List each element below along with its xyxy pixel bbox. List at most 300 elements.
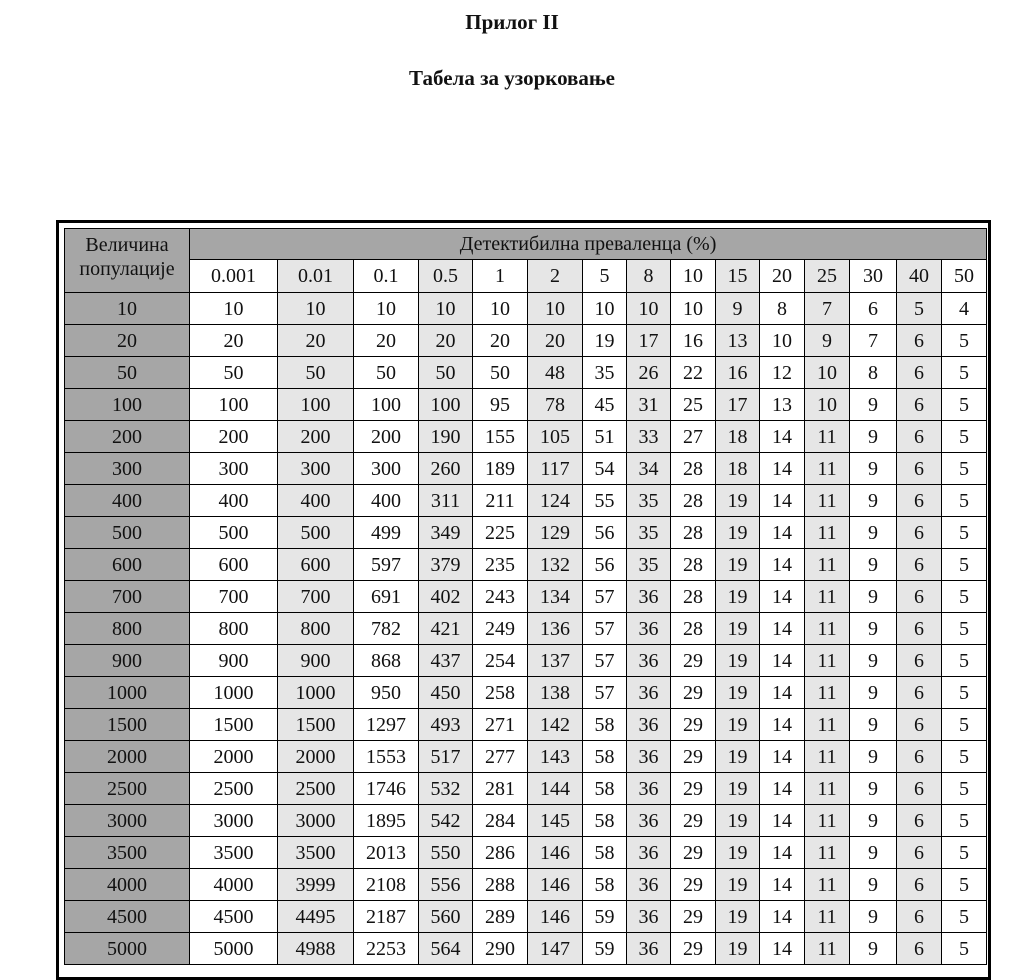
table-cell: 450 (419, 677, 473, 709)
table-cell: 1000 (278, 677, 354, 709)
table-cell: 35 (627, 485, 671, 517)
table-cell: 100 (278, 389, 354, 421)
table-cell: 402 (419, 581, 473, 613)
table-cell: 532 (419, 773, 473, 805)
table-cell: 35 (627, 549, 671, 581)
table-cell: 2000 (278, 741, 354, 773)
table-cell: 564 (419, 933, 473, 965)
table-cell: 58 (583, 709, 627, 741)
table-cell: 146 (528, 901, 583, 933)
table-cell: 300 (354, 453, 419, 485)
table-cell: 18 (716, 453, 760, 485)
table-cell: 14 (760, 677, 805, 709)
table-cell: 271 (473, 709, 528, 741)
table-cell: 9 (850, 389, 897, 421)
table-cell: 260 (419, 453, 473, 485)
table-cell: 19 (716, 581, 760, 613)
table-cell: 8 (760, 293, 805, 325)
column-header: 1 (473, 260, 528, 293)
table-cell: 900 (278, 645, 354, 677)
table-cell: 142 (528, 709, 583, 741)
table-row (65, 485, 987, 517)
table-cell: 5 (942, 773, 987, 805)
table-cell: 5 (942, 933, 987, 965)
table-row (65, 773, 987, 805)
table-cell: 421 (419, 613, 473, 645)
table-cell: 20 (473, 325, 528, 357)
table-cell: 11 (805, 613, 850, 645)
table-cell: 7 (850, 325, 897, 357)
row-label: 50 (65, 357, 190, 389)
table-cell: 9 (850, 677, 897, 709)
table-cell: 1500 (278, 709, 354, 741)
table-cell: 59 (583, 933, 627, 965)
table-cell: 50 (354, 357, 419, 389)
table-cell: 5 (897, 293, 942, 325)
table-cell: 6 (897, 709, 942, 741)
table-row (65, 869, 987, 901)
table-row (65, 645, 987, 677)
table-cell: 5 (942, 453, 987, 485)
table-cell: 9 (850, 709, 897, 741)
table-cell: 36 (627, 901, 671, 933)
table-row (65, 421, 987, 453)
table-cell: 51 (583, 421, 627, 453)
table-cell: 3999 (278, 869, 354, 901)
table-cell: 3000 (190, 805, 278, 837)
table-cell: 19 (716, 709, 760, 741)
table-cell: 78 (528, 389, 583, 421)
table-cell: 29 (671, 901, 716, 933)
table-cell: 146 (528, 837, 583, 869)
table-cell: 36 (627, 933, 671, 965)
table-cell: 10 (419, 293, 473, 325)
table-cell: 58 (583, 805, 627, 837)
table-cell: 600 (278, 549, 354, 581)
table-cell: 145 (528, 805, 583, 837)
table-cell: 11 (805, 421, 850, 453)
column-header: 30 (850, 260, 897, 293)
column-header: 0.5 (419, 260, 473, 293)
row-header: Величина популације (65, 229, 190, 293)
table-cell: 147 (528, 933, 583, 965)
table-cell: 14 (760, 901, 805, 933)
table-cell: 4495 (278, 901, 354, 933)
table-cell: 29 (671, 805, 716, 837)
table-cell: 144 (528, 773, 583, 805)
table-cell: 9 (850, 613, 897, 645)
table-cell: 50 (278, 357, 354, 389)
table-cell: 2187 (354, 901, 419, 933)
table-cell: 6 (897, 645, 942, 677)
table-cell: 9 (850, 581, 897, 613)
table-cell: 29 (671, 645, 716, 677)
table-cell: 493 (419, 709, 473, 741)
table-cell: 782 (354, 613, 419, 645)
table-cell: 288 (473, 869, 528, 901)
table-cell: 11 (805, 485, 850, 517)
table-cell: 50 (473, 357, 528, 389)
table-cell: 9 (850, 901, 897, 933)
table-cell: 6 (897, 485, 942, 517)
table-cell: 235 (473, 549, 528, 581)
table-cell: 300 (278, 453, 354, 485)
table-cell: 137 (528, 645, 583, 677)
table-cell: 155 (473, 421, 528, 453)
table-cell: 868 (354, 645, 419, 677)
table-cell: 20 (354, 325, 419, 357)
table-cell: 16 (716, 357, 760, 389)
table-cell: 5000 (190, 933, 278, 965)
table-row (65, 549, 987, 581)
table-cell: 10 (354, 293, 419, 325)
table-cell: 29 (671, 837, 716, 869)
table-cell: 36 (627, 773, 671, 805)
table-cell: 19 (716, 485, 760, 517)
table-cell: 146 (528, 869, 583, 901)
table-cell: 25 (671, 389, 716, 421)
table-cell: 10 (805, 389, 850, 421)
table-cell: 5 (942, 645, 987, 677)
table-cell: 5 (942, 325, 987, 357)
table-cell: 59 (583, 901, 627, 933)
table-row (65, 709, 987, 741)
table-cell: 6 (897, 837, 942, 869)
table-cell: 254 (473, 645, 528, 677)
table-cell: 6 (897, 741, 942, 773)
table-cell: 4000 (190, 869, 278, 901)
table-cell: 45 (583, 389, 627, 421)
table-cell: 14 (760, 773, 805, 805)
table-cell: 2000 (190, 741, 278, 773)
table-cell: 9 (805, 325, 850, 357)
table-cell: 200 (278, 421, 354, 453)
table-cell: 5 (942, 805, 987, 837)
table-cell: 300 (190, 453, 278, 485)
table-row (65, 613, 987, 645)
table-cell: 28 (671, 549, 716, 581)
table-cell: 9 (850, 517, 897, 549)
table-cell: 6 (897, 549, 942, 581)
table-cell: 50 (419, 357, 473, 389)
table-cell: 249 (473, 613, 528, 645)
table-cell: 48 (528, 357, 583, 389)
table-row (65, 517, 987, 549)
table-cell: 10 (583, 293, 627, 325)
table-cell: 243 (473, 581, 528, 613)
row-label: 4500 (65, 901, 190, 933)
table-cell: 800 (278, 613, 354, 645)
table-cell: 691 (354, 581, 419, 613)
table-cell: 35 (627, 517, 671, 549)
table-cell: 29 (671, 869, 716, 901)
table-cell: 14 (760, 581, 805, 613)
table-cell: 11 (805, 645, 850, 677)
table-cell: 4988 (278, 933, 354, 965)
table-cell: 5 (942, 517, 987, 549)
table-cell: 189 (473, 453, 528, 485)
column-header: 40 (897, 260, 942, 293)
table-cell: 36 (627, 645, 671, 677)
table-cell: 700 (190, 581, 278, 613)
table-cell: 2500 (278, 773, 354, 805)
table-cell: 6 (897, 581, 942, 613)
table-cell: 19 (716, 549, 760, 581)
table-cell: 11 (805, 581, 850, 613)
table-cell: 10 (473, 293, 528, 325)
table-cell: 18 (716, 421, 760, 453)
table-cell: 9 (850, 773, 897, 805)
table-cell: 19 (583, 325, 627, 357)
table-cell: 58 (583, 837, 627, 869)
sampling-table (64, 228, 987, 965)
table-cell: 5 (942, 549, 987, 581)
table-cell: 4500 (190, 901, 278, 933)
row-label: 2000 (65, 741, 190, 773)
table-cell: 6 (897, 869, 942, 901)
table-cell: 10 (278, 293, 354, 325)
table-cell: 5 (942, 613, 987, 645)
table-cell: 20 (278, 325, 354, 357)
table-cell: 6 (897, 325, 942, 357)
table-cell: 19 (716, 805, 760, 837)
table-cell: 11 (805, 869, 850, 901)
table-cell: 17 (627, 325, 671, 357)
table-cell: 2108 (354, 869, 419, 901)
table-cell: 11 (805, 709, 850, 741)
table-cell: 22 (671, 357, 716, 389)
row-label: 5000 (65, 933, 190, 965)
table-cell: 211 (473, 485, 528, 517)
table-cell: 400 (354, 485, 419, 517)
table-cell: 5 (942, 581, 987, 613)
table-cell: 8 (850, 357, 897, 389)
table-cell: 3500 (278, 837, 354, 869)
table-cell: 13 (760, 389, 805, 421)
table-cell: 1746 (354, 773, 419, 805)
table-cell: 500 (278, 517, 354, 549)
table-cell: 400 (190, 485, 278, 517)
table-cell: 36 (627, 709, 671, 741)
table-cell: 3500 (190, 837, 278, 869)
table-cell: 14 (760, 741, 805, 773)
table-cell: 29 (671, 741, 716, 773)
table-cell: 517 (419, 741, 473, 773)
table-cell: 14 (760, 805, 805, 837)
table-cell: 138 (528, 677, 583, 709)
table-cell: 14 (760, 517, 805, 549)
table-cell: 6 (897, 933, 942, 965)
table-cell: 5 (942, 709, 987, 741)
table-cell: 27 (671, 421, 716, 453)
table-cell: 2500 (190, 773, 278, 805)
table-cell: 600 (190, 549, 278, 581)
table-cell: 5 (942, 421, 987, 453)
table-row (65, 901, 987, 933)
table-cell: 14 (760, 613, 805, 645)
row-label: 300 (65, 453, 190, 485)
table-cell: 10 (528, 293, 583, 325)
table-cell: 9 (850, 933, 897, 965)
table-cell: 36 (627, 613, 671, 645)
table-cell: 556 (419, 869, 473, 901)
table-cell: 57 (583, 677, 627, 709)
row-label: 400 (65, 485, 190, 517)
table-cell: 1000 (190, 677, 278, 709)
table-cell: 11 (805, 741, 850, 773)
table-cell: 9 (850, 645, 897, 677)
table-cell: 19 (716, 773, 760, 805)
table-cell: 6 (897, 357, 942, 389)
table-cell: 6 (897, 677, 942, 709)
table-cell: 5 (942, 357, 987, 389)
row-label: 700 (65, 581, 190, 613)
table-cell: 13 (716, 325, 760, 357)
table-cell: 286 (473, 837, 528, 869)
table-cell: 9 (850, 805, 897, 837)
table-cell: 50 (190, 357, 278, 389)
table-cell: 19 (716, 741, 760, 773)
table-cell: 281 (473, 773, 528, 805)
table-cell: 28 (671, 581, 716, 613)
row-label: 800 (65, 613, 190, 645)
table-cell: 54 (583, 453, 627, 485)
table-cell: 134 (528, 581, 583, 613)
table-cell: 58 (583, 773, 627, 805)
table-cell: 14 (760, 933, 805, 965)
table-cell: 136 (528, 613, 583, 645)
table-cell: 11 (805, 901, 850, 933)
table-cell: 6 (897, 773, 942, 805)
table-cell: 5 (942, 837, 987, 869)
table-cell: 57 (583, 645, 627, 677)
table-cell: 57 (583, 613, 627, 645)
table-cell: 7 (805, 293, 850, 325)
table-row (65, 677, 987, 709)
table-cell: 258 (473, 677, 528, 709)
table-cell: 36 (627, 805, 671, 837)
table-cell: 290 (473, 933, 528, 965)
table-cell: 57 (583, 581, 627, 613)
table-cell: 11 (805, 837, 850, 869)
table-cell: 36 (627, 869, 671, 901)
row-label: 4000 (65, 869, 190, 901)
table-cell: 11 (805, 773, 850, 805)
table-cell: 56 (583, 549, 627, 581)
table-cell: 19 (716, 677, 760, 709)
table-cell: 6 (897, 453, 942, 485)
page-title: Прилог II (465, 10, 559, 34)
table-row (65, 325, 987, 357)
table-cell: 19 (716, 837, 760, 869)
row-label: 500 (65, 517, 190, 549)
table-cell: 19 (716, 613, 760, 645)
table-cell: 6 (897, 517, 942, 549)
group-header: Детектибилна преваленца (%) (190, 229, 987, 260)
table-cell: 800 (190, 613, 278, 645)
column-header: 0.01 (278, 260, 354, 293)
table-cell: 12 (760, 357, 805, 389)
table-cell: 143 (528, 741, 583, 773)
row-label: 900 (65, 645, 190, 677)
table-cell: 6 (850, 293, 897, 325)
column-header: 50 (942, 260, 987, 293)
table-cell: 5 (942, 677, 987, 709)
table-row (65, 389, 987, 421)
column-header: 10 (671, 260, 716, 293)
table-cell: 9 (850, 869, 897, 901)
column-header: 0.001 (190, 260, 278, 293)
table-cell: 284 (473, 805, 528, 837)
table-cell: 9 (716, 293, 760, 325)
table-row (65, 581, 987, 613)
table-cell: 200 (190, 421, 278, 453)
table-cell: 2253 (354, 933, 419, 965)
table-cell: 20 (419, 325, 473, 357)
table-cell: 124 (528, 485, 583, 517)
column-header: 5 (583, 260, 627, 293)
table-cell: 28 (671, 517, 716, 549)
table-cell: 6 (897, 421, 942, 453)
table-cell: 499 (354, 517, 419, 549)
row-label: 1000 (65, 677, 190, 709)
table-cell: 19 (716, 517, 760, 549)
table-cell: 117 (528, 453, 583, 485)
table-row (65, 741, 987, 773)
row-label: 3500 (65, 837, 190, 869)
table-cell: 105 (528, 421, 583, 453)
table-cell: 17 (716, 389, 760, 421)
column-header: 8 (627, 260, 671, 293)
row-label: 10 (65, 293, 190, 325)
table-cell: 6 (897, 389, 942, 421)
table-cell: 36 (627, 741, 671, 773)
table-cell: 10 (760, 325, 805, 357)
table-cell: 19 (716, 933, 760, 965)
table-cell: 26 (627, 357, 671, 389)
table-cell: 9 (850, 549, 897, 581)
table-cell: 20 (190, 325, 278, 357)
table-cell: 1297 (354, 709, 419, 741)
table-cell: 14 (760, 453, 805, 485)
table-cell: 19 (716, 645, 760, 677)
table-cell: 14 (760, 869, 805, 901)
table-cell: 9 (850, 421, 897, 453)
table-cell: 5 (942, 389, 987, 421)
table-cell: 10 (671, 293, 716, 325)
table-cell: 437 (419, 645, 473, 677)
table-cell: 1500 (190, 709, 278, 741)
row-label: 2500 (65, 773, 190, 805)
table-row (65, 933, 987, 965)
table-cell: 14 (760, 549, 805, 581)
table-cell: 56 (583, 517, 627, 549)
table-cell: 289 (473, 901, 528, 933)
table-cell: 14 (760, 485, 805, 517)
table-cell: 9 (850, 741, 897, 773)
table-cell: 11 (805, 549, 850, 581)
table-row (65, 293, 987, 325)
table-cell: 900 (190, 645, 278, 677)
table-cell: 11 (805, 453, 850, 485)
table-row (65, 837, 987, 869)
table-cell: 36 (627, 581, 671, 613)
table-cell: 11 (805, 677, 850, 709)
table-cell: 200 (354, 421, 419, 453)
table-cell: 349 (419, 517, 473, 549)
table-cell: 58 (583, 741, 627, 773)
table-cell: 95 (473, 389, 528, 421)
